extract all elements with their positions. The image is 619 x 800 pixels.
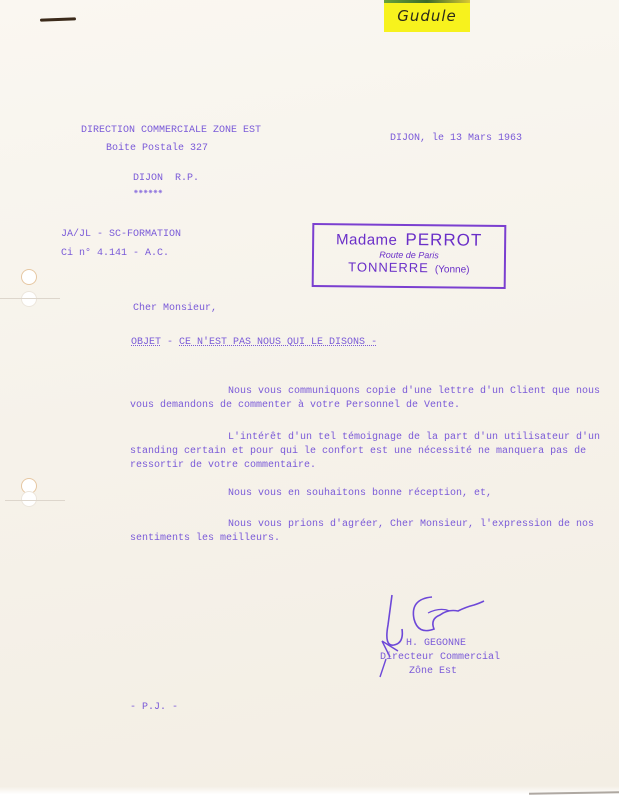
punch-hole-icon bbox=[22, 270, 36, 284]
subject-separator: - bbox=[161, 337, 180, 348]
body-p4-line2: sentiments les meilleurs. bbox=[130, 533, 281, 544]
recipient-city: TONNERRE bbox=[348, 259, 429, 276]
subject-line bbox=[131, 336, 377, 349]
recipient-street: Route de Paris bbox=[379, 249, 439, 261]
signatory-name: H. GEGONNE bbox=[406, 638, 467, 649]
subject-text: CE N'EST PAS NOUS QUI LE DISONS - bbox=[179, 337, 378, 348]
punch-hole-icon bbox=[22, 492, 36, 506]
enclosure-note: - P.J. - bbox=[130, 702, 179, 713]
salutation: Cher Monsieur, bbox=[133, 303, 218, 314]
reference-line-2: Ci n° 4.141 - A.C. bbox=[61, 248, 170, 259]
reference-line-1: JA/JL - SC-FORMATION bbox=[61, 229, 182, 240]
sticky-note-text: Gudule bbox=[397, 7, 457, 25]
signatory-title: Directeur Commercial bbox=[380, 652, 501, 663]
signatory-zone: Zône Est bbox=[409, 666, 458, 677]
recipient-region: (Yonne) bbox=[434, 264, 470, 276]
body-p1-line1: Nous vous communiquons copie d'une lettre d'un Client que nous bbox=[228, 386, 601, 397]
body-p3-line1: Nous vous en souhaitons bonne réception, et, bbox=[228, 488, 493, 499]
sender-department: DIRECTION COMMERCIALE ZONE EST bbox=[81, 125, 262, 136]
punch-hole-icon bbox=[22, 292, 36, 306]
body-p4-line1: Nous vous prions d'agréer, Cher Monsieur, l'expression de nos bbox=[228, 519, 595, 530]
paper-crease bbox=[5, 500, 65, 501]
page-bottom-edge bbox=[0, 786, 619, 800]
ornament-divider: ⁕⁕⁕⁕⁕⁕ bbox=[133, 189, 163, 197]
date-line: DIJON, le 13 Mars 1963 bbox=[390, 133, 523, 144]
sticky-note bbox=[384, 0, 470, 32]
subject-label: OBJET bbox=[131, 337, 162, 348]
sender-city: DIJON R.P. bbox=[133, 173, 200, 184]
recipient-title: Madame bbox=[335, 231, 398, 249]
recipient-address-stamp bbox=[312, 223, 507, 289]
body-p2-line1: L'intérêt d'un tel témoignage de la part d'un utilisateur d'un bbox=[228, 432, 601, 443]
paper-crease bbox=[0, 298, 60, 299]
body-p2-line3: ressortir de votre commentaire. bbox=[130, 460, 317, 471]
punch-hole-icon bbox=[22, 479, 36, 493]
recipient-name: PERROT bbox=[405, 229, 483, 250]
sender-po-box: Boite Postale 327 bbox=[106, 143, 209, 154]
body-p1-line2: vous demandons de commenter à votre Personnel de Vente. bbox=[130, 400, 461, 411]
body-p2-line2: standing certain et pour qui le confort est une nécessité ne manquera pas de bbox=[130, 446, 587, 457]
